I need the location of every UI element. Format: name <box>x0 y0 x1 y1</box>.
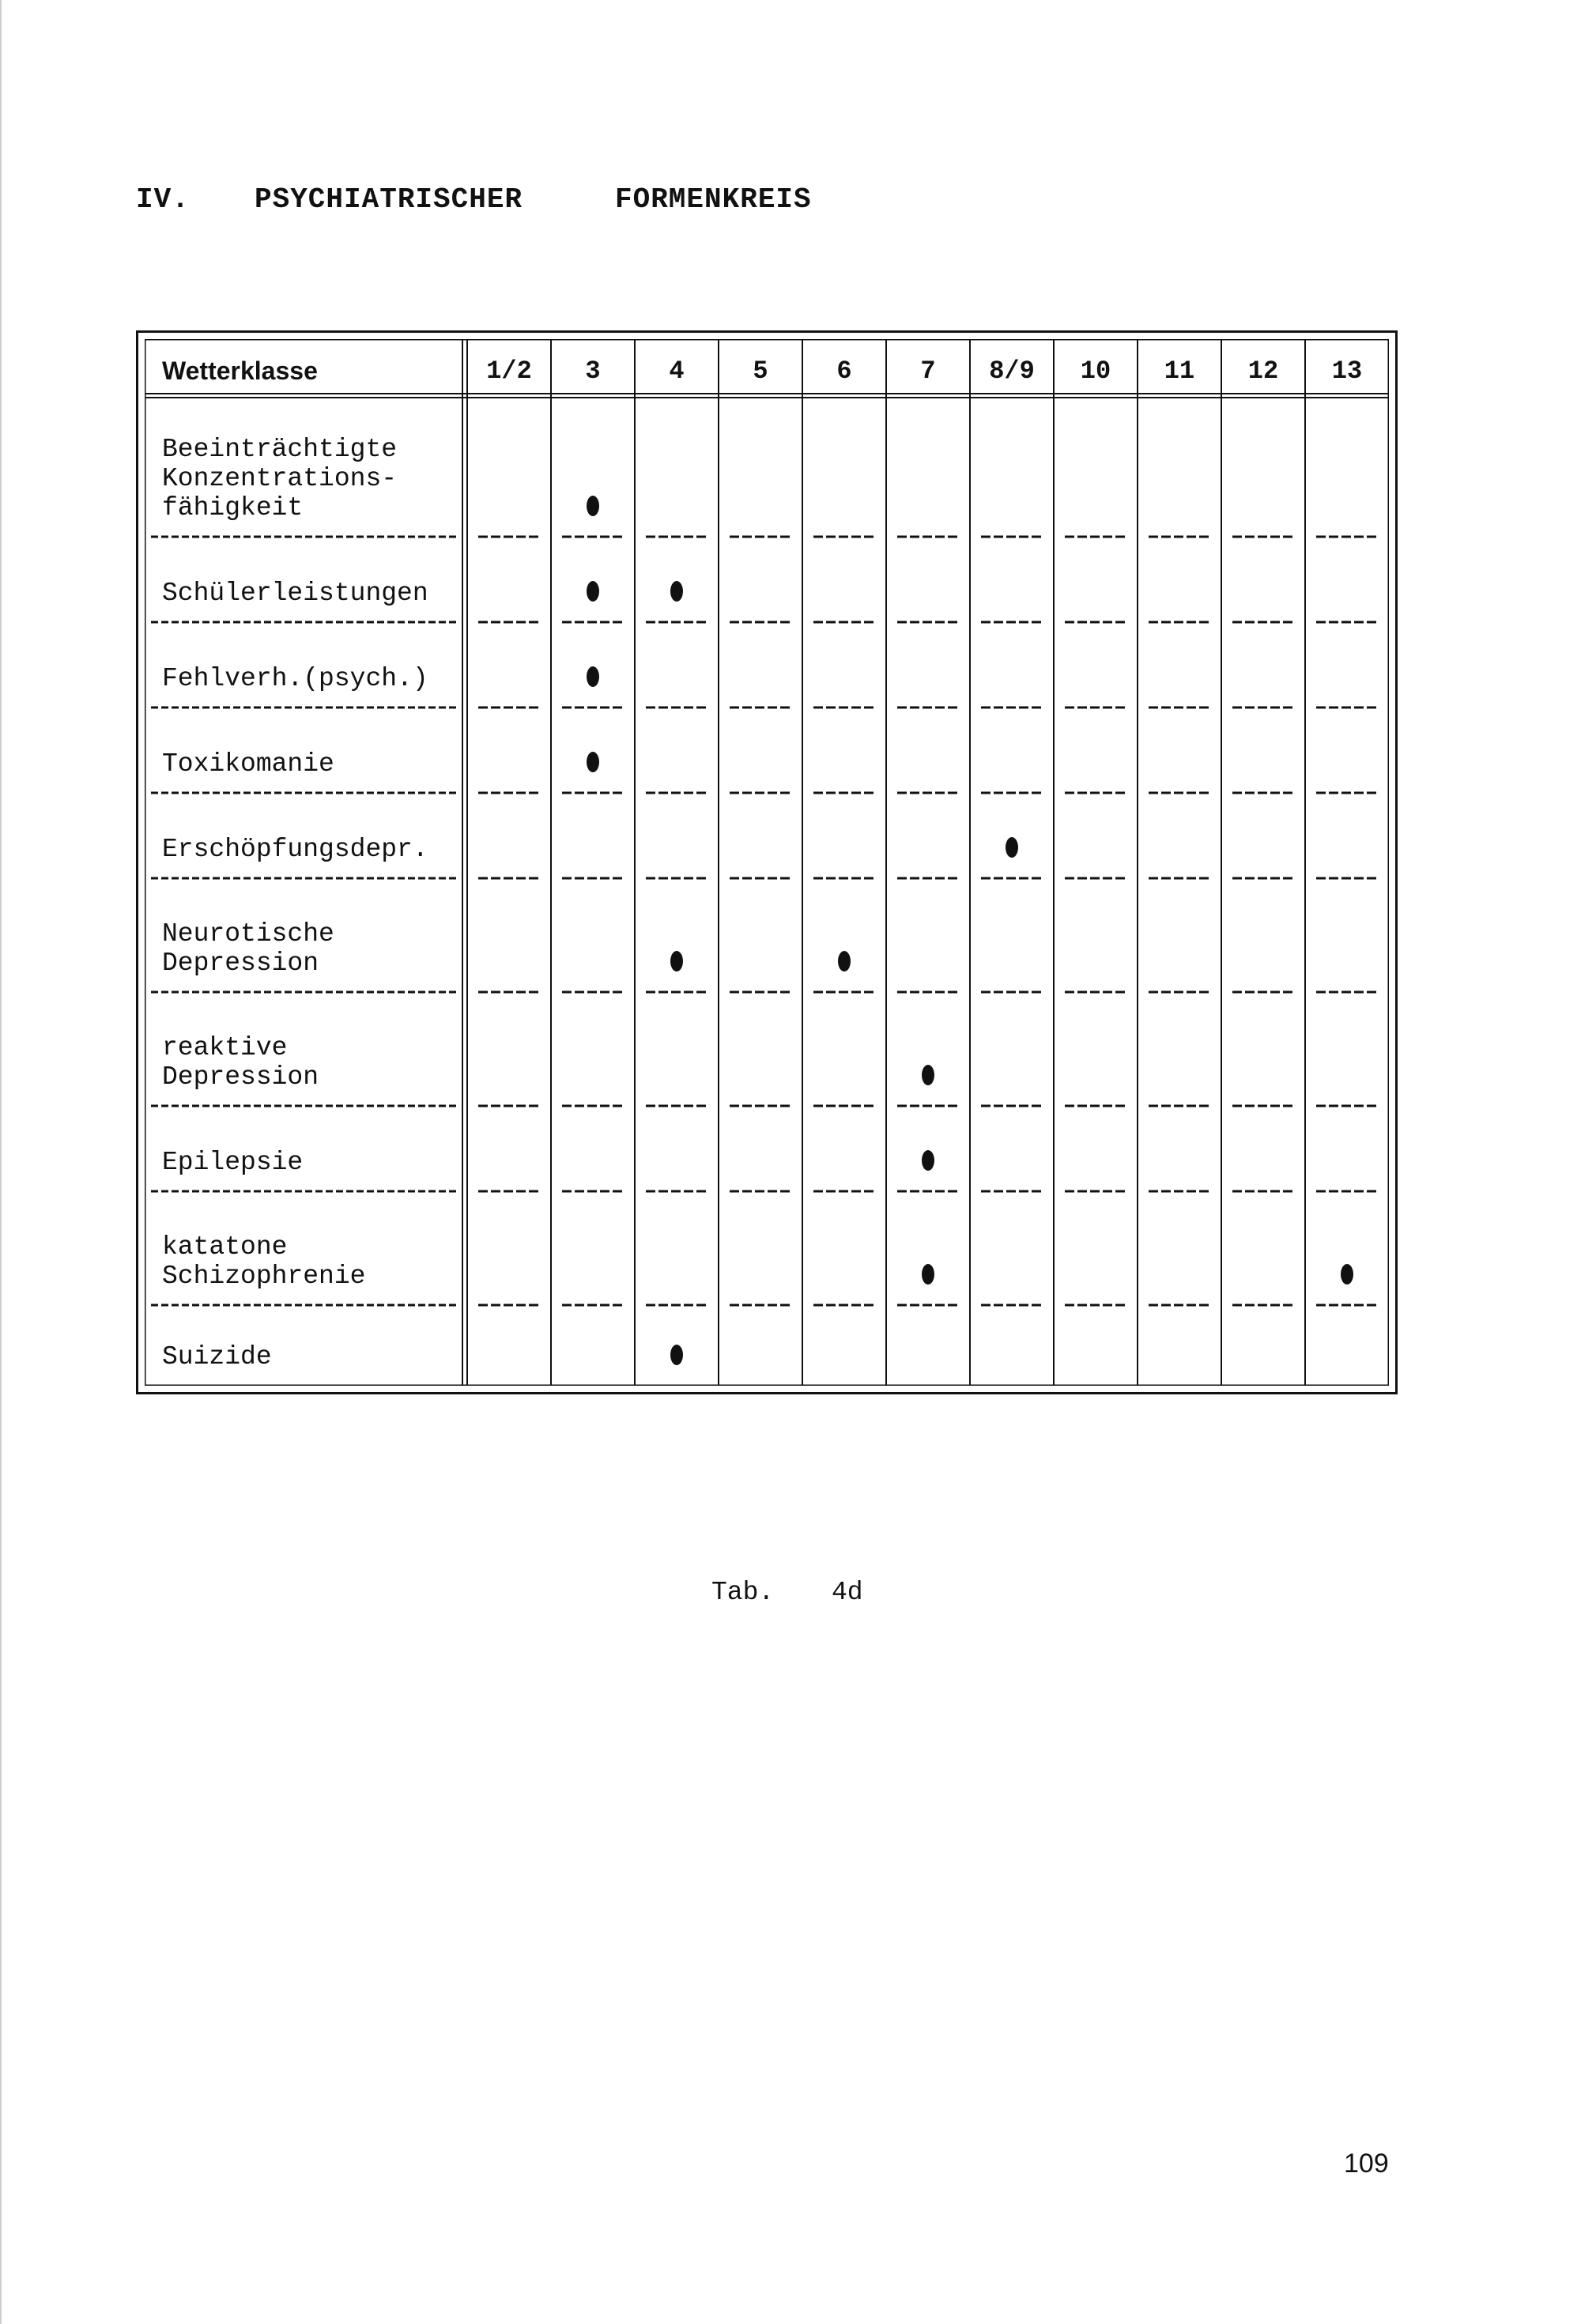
column-header: 5 <box>753 357 768 386</box>
row-label: Fehlverh.(psych.) <box>162 664 428 693</box>
mark-dot <box>587 752 599 772</box>
caption-number: 4d <box>832 1578 863 1607</box>
row-label: Neurotische Depression <box>162 919 334 978</box>
column-header: 11 <box>1164 357 1195 386</box>
weather-class-table <box>136 330 1398 1394</box>
mark-dot <box>670 581 683 602</box>
row-label: Schülerleistungen <box>162 579 428 608</box>
caption-prefix: Tab. <box>711 1578 775 1607</box>
column-header: 10 <box>1080 357 1111 386</box>
column-header: 12 <box>1247 357 1279 386</box>
row-label: Epilepsie <box>162 1148 304 1177</box>
row-label: Erschöpfungsdepr. <box>162 835 428 864</box>
mark-dot <box>922 1150 934 1171</box>
row-label: katatone Schizophrenie <box>162 1232 366 1291</box>
column-header: 4 <box>669 357 685 386</box>
column-header: 8/9 <box>989 357 1035 386</box>
mark-dot <box>587 666 599 687</box>
column-header: 6 <box>836 357 852 386</box>
row-label: Beeinträchtigte Konzentrations- fähigkeit <box>162 435 398 523</box>
mark-dot <box>922 1264 934 1285</box>
mark-dot <box>670 951 683 971</box>
header-label: Wetterklasse <box>162 357 318 385</box>
heading-word-2: FORMENKREIS <box>615 183 812 216</box>
column-header: 3 <box>585 357 601 386</box>
page-number: 109 <box>1344 2149 1389 2179</box>
mark-dot <box>587 496 599 516</box>
row-label: Suizide <box>162 1342 272 1371</box>
column-header: 7 <box>920 357 936 386</box>
page-edge <box>0 0 2 2324</box>
mark-dot <box>1006 837 1018 858</box>
mark-dot <box>838 951 851 971</box>
heading-word-1: PSYCHIATRISCHER <box>255 183 523 216</box>
mark-dot <box>587 581 599 602</box>
table-body <box>145 339 1389 1386</box>
mark-dot <box>1341 1264 1353 1285</box>
table-caption <box>711 1578 863 1607</box>
mark-dot <box>670 1345 683 1365</box>
row-label: reaktive Depression <box>162 1033 319 1092</box>
section-heading <box>136 183 812 216</box>
column-header: 13 <box>1331 357 1363 386</box>
row-label: Toxikomanie <box>162 749 334 779</box>
mark-dot <box>922 1065 934 1085</box>
column-header: 1/2 <box>486 357 532 386</box>
heading-numeral: IV. <box>136 183 190 216</box>
